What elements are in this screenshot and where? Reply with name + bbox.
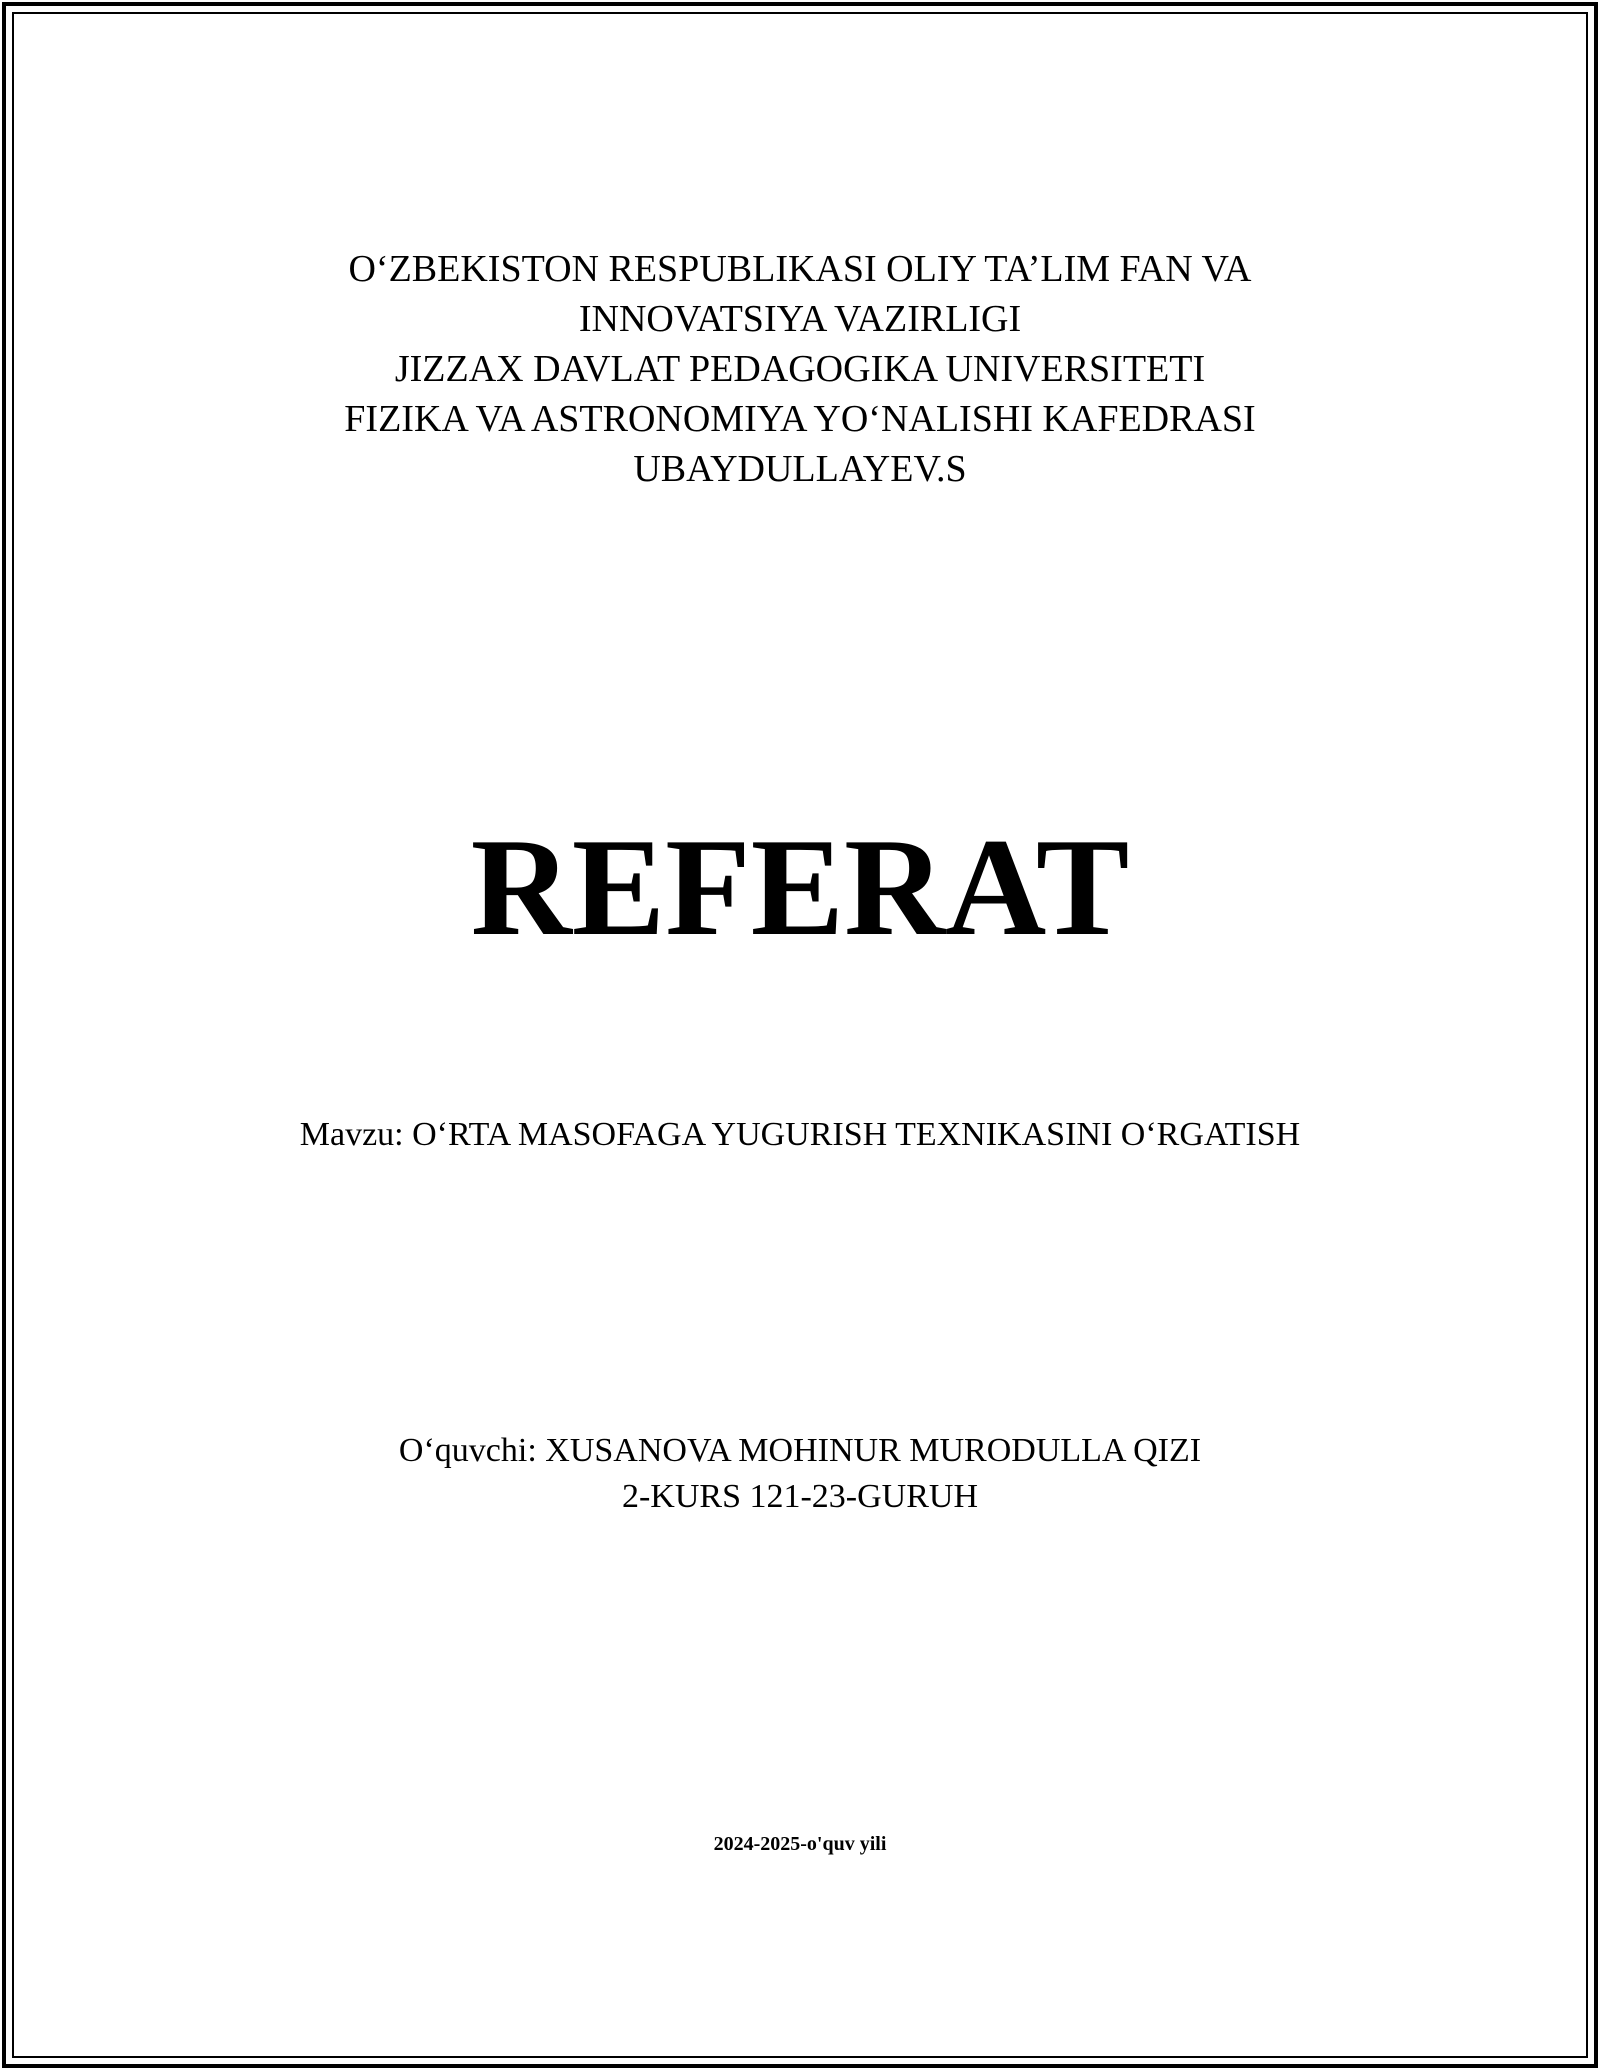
header-line-teacher: UBAYDULLAYEV.S	[633, 448, 967, 490]
academic-year: 2024-2025-o'quv yili	[713, 1833, 887, 1855]
topic-line: Mavzu: O‘RTA MASOFAGA YUGURISH TEXNIKASINI O‘RGATISH	[299, 1116, 1301, 1153]
student-name-line: O‘quvchi: XUSANOVA MOHINUR MURODULLA QIZI	[398, 1432, 1202, 1469]
student-group-line: 2-KURS 121-23-GURUH	[621, 1478, 979, 1515]
institution-header	[0, 244, 1600, 494]
header-line-university: JIZZAX DAVLAT PEDAGOGIKA UNIVERSITETI	[394, 348, 1206, 390]
header-line-ministry-1: O‘ZBEKISTON RESPUBLIKASI OLIY TA’LIM FAN VA	[348, 248, 1252, 290]
document-title: REFERAT	[470, 810, 1130, 965]
header-line-ministry-2: INNOVATSIYA VAZIRLIGI	[578, 298, 1022, 340]
student-info	[0, 1428, 1600, 1520]
header-line-department: FIZIKA VA ASTRONOMIYA YO‘NALISHI KAFEDRASI	[344, 398, 1256, 440]
